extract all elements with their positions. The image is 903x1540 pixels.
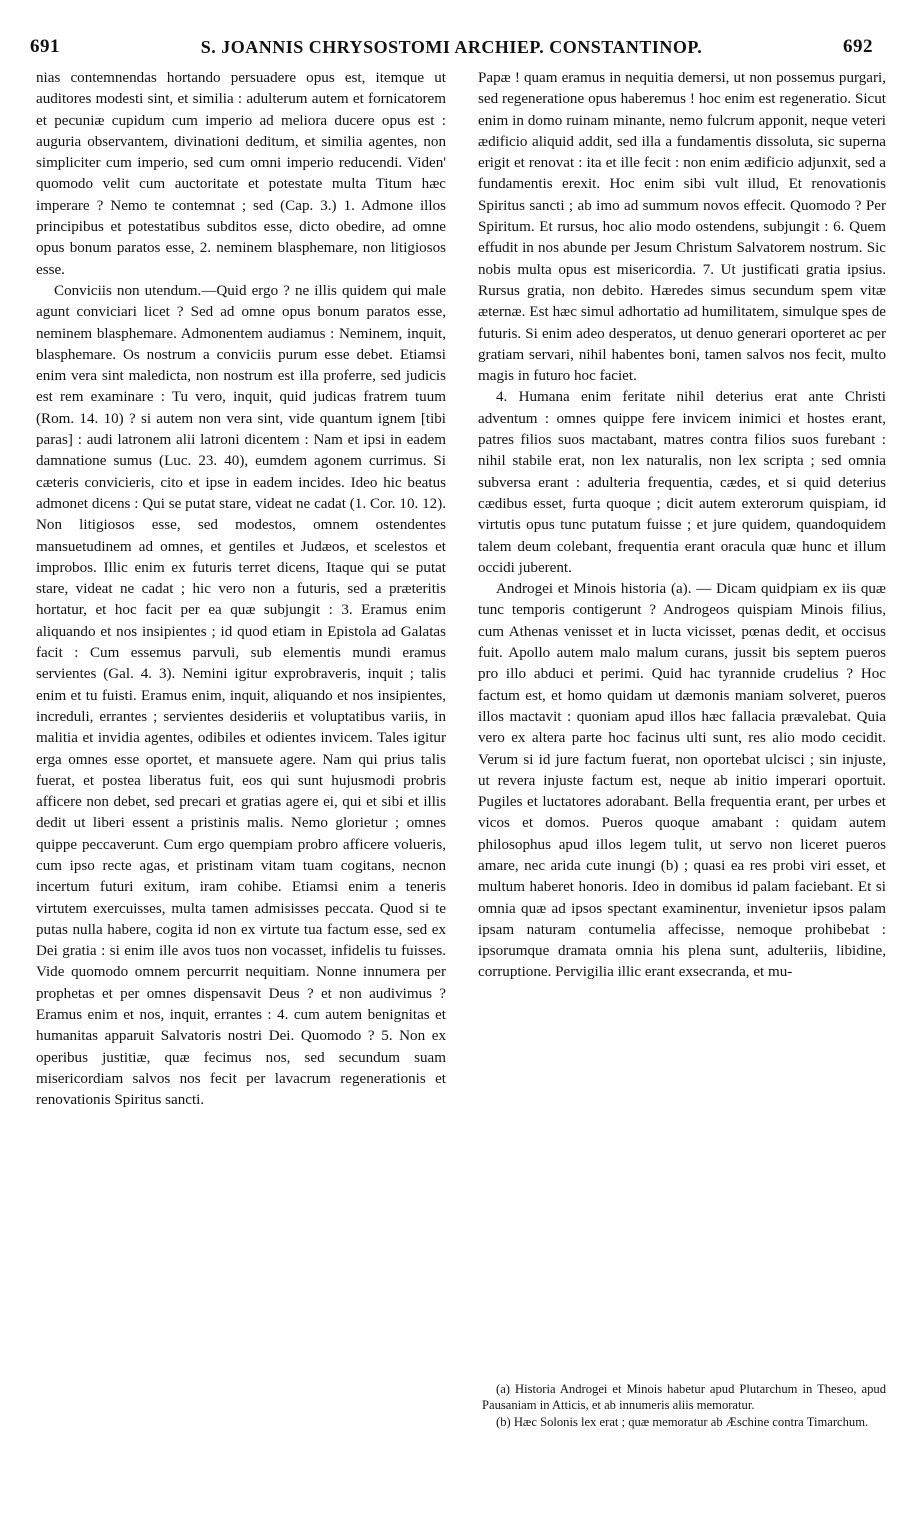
paragraph: Conviciis non utendum.—Quid ergo ? ne illis quidem qui male agunt conviciari licet ? Sed ad omne opus bonum paratos esse, neminem blasphemare. Admonentem audiamus : Neminem, inquit, blasphemare. Os nostrum a conviciis purum esse debet. Etiamsi enim vera sint maledicta, non nostrum est illa proferre, sed judicis est rem examinare : Tu vero, inquit, quid judicas fratrem tuum (Rom. 14. 10) ? si autem non vera sint, vide quantum ignem [tibi paras] : audi latronem alii latroni dicentem : Nam et ipsi in eadem damnatione sumus (Luc. 23. 40), eumdem agonem currimus. Si cæteris convicieris, cito et ipse in eadem incides. Ideo hic beatus admonet dicens : Qui se putat stare, videat ne cadat (1. Cor. 10. 12). Non litigiosos esse, sed modestos, omnem ostendentes mansuetudinem ad omnes, et gentiles et Judæos, et scelestos et improbos. Illic enim ex futuris terret dicens, Itaque qui se putat stare, videat ne cadat ; hic vero non a futuris, sed a præteritis hortatur, et hoc facit per ea quæ subjungit : 3. Eramus enim aliquando et nos insipientes ; id quod etiam in Epistola ad Galatas facit : Cum essemus parvuli, sub elementis mundi eramus servientes (Gal. 4. 3). Nemini igitur exprobraveris, inquit ; talis enim et tu fuisti. Eramus enim, inquit, aliquando et nos insipientes, increduli, errantes ; servientes desideriis et voluptatibus variis, in malitia et invidia agentes, odibiles et odientes invicem. Tales igitur erga omnes esse oportet, et mansuete agere. Nam qui prius talis fuerat, et postea liberatus fuit, eos qui sunt hujusmodi probris afficere non debet, sed precari et gratias agere ei, qui et sibi et illis dedit ut liberi essent a pristinis malis. Nemo glorietur ; omnes quippe peccaverunt. Cum ergo quempiam probro afficere volueris, cum ipso recte agas, et pristinam vitam tuam cogitans, necnon incertum futuri exitum, iram cohibe. Etiamsi enim a teneris virtutem exercuisses, multa tamen admisisses peccata. Quod si te putas nulla habere, cogita id non ex virtute tua factum esse, sed ex Dei gratia : si enim ille avos tuos non vocasset, infidelis tu fuisses. Vide quomodo omnem percurrit nequitiam. Nonne innumera per prophetas et per omnes dispensavit Deus ? et non audivimus ? Eramus enim et nos, inquit, errantes : 4. cum autem benignitas et humanitas apparuit Salvatoris nostri Dei. Quomodo ? 5. Non ex operibus justitiæ, quæ fecimus nos, sed secundum suam misericordiam salvos nos fecit per lavacrum regenerationis et renovationis Spiritus sancti. — [36, 282, 446, 1109]
paragraph: nias contemnendas hortando persuadere opus est, itemque ut auditores modesti sint, et similia : adulterum autem et fornicatorem et pecuniæ cupidum cum imperio ad meliora ducere opus est : auguria observantem, divinationi deditum, et similia agentes, non simpliciter cum imperio, sed cum omni imperio reducendi. Viden' quomodo velit cum auctoritate et potestate multa Titum hæc imperare ? Nemo te contemnat ; sed (Cap. 3.) 1. Admone illos principibus et potestatibus subditos esse, dicto obedire, ad omne opus bonum paratos esse, 2. neminem blasphemare, non litigiosos esse. — [36, 70, 446, 278]
paragraph: Papæ ! quam eramus in nequitia demersi, ut non possemus purgari, sed regeneratione opus haberemus ! hoc enim est regeneratio. Sicut enim in domo ruinam minante, nemo fulcrum apponit, neque veteri ædificio aliquid addit, sed illa a fundamentis dissoluta, sic superna erigit et renovat : ita et ille fecit : non enim ædificio adjunxit, sed a fundamentis erexit. Hoc enim sibi vult illud, Et renovationis Spiritus sancti ; ab imo ad summum novos effecit. Quomodo ? Per Spiritum. Et rursus, hoc alio modo ostendens, subjungit : 6. Quem effudit in nos abunde per Jesum Christum Salvatorem nostrum. Sic nobis multa opus est misericordia. 7. Ut justificati gratia ipsius. Rursus gratia, non debito. Hæredes simus secundum spem vitæ æternæ. Est hæc simul adhortatio ad humilitatem, simulque spes de futuris. Si enim adeo desperatos, ut denuo generari oporteret ac per gratiam servari, nihil habentes boni, tamen salvos nos fecit, multo magis in futuro hoc faciet. — [478, 70, 886, 385]
footnote-b: (b) Hæc Solonis lex erat ; quæ memoratur ab Æschine contra Timarchum. — [496, 1415, 869, 1429]
paragraph: 4. Humana enim feritate nihil deterius erat ante Christi adventum : omnes quippe fere invicem inimici et hostes erant, patres filios suos mactabant, matres contra filios suos furebant : nihil stabile erat, non lex naturalis, non lex scripta ; sed omnia subversa erant : adulteria frequentia, cædes, et si quid deterius cædibus esset, furta quoque ; dicit autem exterorum quispiam, id virtutis opus tunc putatum fuisse ; et jure quidem, quandoquidem talem deum colebant, frequentia erant oracula quæ hunc et illum occidi juberent. — [478, 389, 886, 576]
left-column — [36, 68, 446, 1112]
footnote-a: (a) Historia Androgei et Minois habetur apud Plutarchum in Theseo, apud Pausaniam in Atticis, et ab innumeris aliis memoratur. — [482, 1382, 886, 1412]
paragraph: Androgei et Minois historia (a). — Dicam quidpiam ex iis quæ tunc temporis contigerunt ? Androgeos quispiam Minois filius, cum Athenas venisset et in lucta vicisset, pœnas dedit, et occisus fuit. Apollo autem malo malum curans, jussit bis septem pueros pro illo abduci et perimi. Quid hac tyrannide crudelius ? Hoc factum est, et homo quidam ut dæmonis maniam solveret, pueros illos mactavit : quoniam apud illos hæc fallacia prævalebat. Quia vero ex altera parte hoc facinus ulti sunt, res alio modo cecidit. Verum si id jure factum fuerat, non oportebat ulcisci ; sin injuste, ut revera injuste factum est, neque ab initio imperari oportuit. Pugiles et luctatores adorabant. Bella frequentia erant, per urbes et vicos et domos. Pueros quoque amabant : quidam autem philosophus apud illos legem tulit, ut servo non liceret pueros amare, nec arida cute inungi (b) ; quasi ea res probi viri esset, et multum haberet honoris. Ideo in domibus id palam faciebant. Et si omnia quæ ad ipsos spectant examinentur, invenietur ipsos palam ipsam naturam contumelia affecisse, nemoque prohibebat : ipsorumque dramata omnia his plena sunt, adulteriis, libidine, corruptione. Pervigilia illic erant exsecranda, et mu- — [478, 581, 886, 981]
page-number-right: 692 — [842, 36, 873, 57]
right-column — [478, 68, 886, 984]
page-number-left: 691 — [30, 36, 60, 57]
running-title: S. JOANNIS CHRYSOSTOMI ARCHIEP. CONSTANTINOP. — [200, 36, 703, 57]
running-header — [30, 30, 873, 64]
footnotes — [482, 1382, 886, 1433]
